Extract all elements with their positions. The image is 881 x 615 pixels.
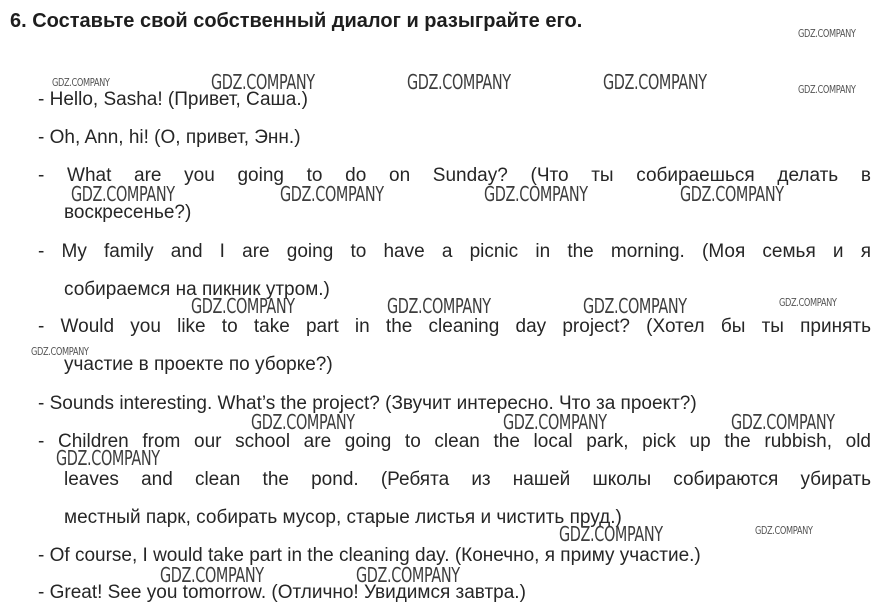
watermark: GDZ.COMPANY [56,446,160,470]
dialog-line-4: - My family and I are going to have a picnic in the morning. (Моя семья и я [38,241,871,262]
dialog-line-7-cont: leaves and clean the pond. (Ребята из нашей школы собираются убирать [64,469,871,490]
watermark: GDZ.COMPANY [280,182,384,206]
dialog-line-7-cont-2: местный парк, собирать мусор, старые листья и чистить пруд.) [64,507,622,528]
watermark: GDZ.COMPANY [680,182,784,206]
dialog-line-2: - Oh, Ann, hi! (О, привет, Энн.) [38,127,301,148]
watermark: GDZ.COMPANY [503,410,607,434]
dialog-line-8: - Of course, I would take part in the cleaning day. (Конечно, я приму участие.) [38,545,701,566]
task-title: 6. Составьте свой собственный диалог и разыграйте его. [10,10,583,32]
dialog-line-5: - Would you like to take part in the cleaning day project? (Хотел бы ты принять [38,316,871,337]
watermark: GDZ.COMPANY [31,345,89,358]
watermark: GDZ.COMPANY [559,522,663,546]
dialog-line-7: - Children from our school are going to clean the local park, pick up the rubbish, old [38,431,871,452]
watermark: GDZ.COMPANY [484,182,588,206]
watermark: GDZ.COMPANY [356,563,460,587]
watermark: GDZ.COMPANY [407,70,511,94]
watermark: GDZ.COMPANY [779,296,837,309]
watermark: GDZ.COMPANY [387,294,491,318]
dialog-line-4-cont: собираемся на пикник утром.) [64,279,330,300]
watermark: GDZ.COMPANY [211,70,315,94]
dialog-line-1: - Hello, Sasha! (Привет, Саша.) [38,89,308,110]
watermark: GDZ.COMPANY [71,182,175,206]
watermark: GDZ.COMPANY [755,524,813,537]
dialog-line-6: - Sounds interesting. What’s the project? (Звучит интересно. Что за проект?) [38,393,697,414]
dialog-line-3: - What are you going to do on Sunday? (Что ты собираешься делать в [38,165,871,186]
dialog-line-3-cont: воскресенье?) [64,202,192,223]
dialog-line-5-cont: участие в проекте по уборке?) [64,354,333,375]
watermark: GDZ.COMPANY [583,294,687,318]
dialog-line-9: - Great! See you tomorrow. (Отлично! Увидимся завтра.) [38,582,526,603]
watermark: GDZ.COMPANY [603,70,707,94]
watermark: GDZ.COMPANY [191,294,295,318]
watermark: GDZ.COMPANY [731,410,835,434]
watermark: GDZ.COMPANY [798,27,856,40]
watermark: GDZ.COMPANY [52,76,110,89]
watermark: GDZ.COMPANY [251,410,355,434]
watermark: GDZ.COMPANY [798,83,856,96]
watermark: GDZ.COMPANY [160,563,264,587]
